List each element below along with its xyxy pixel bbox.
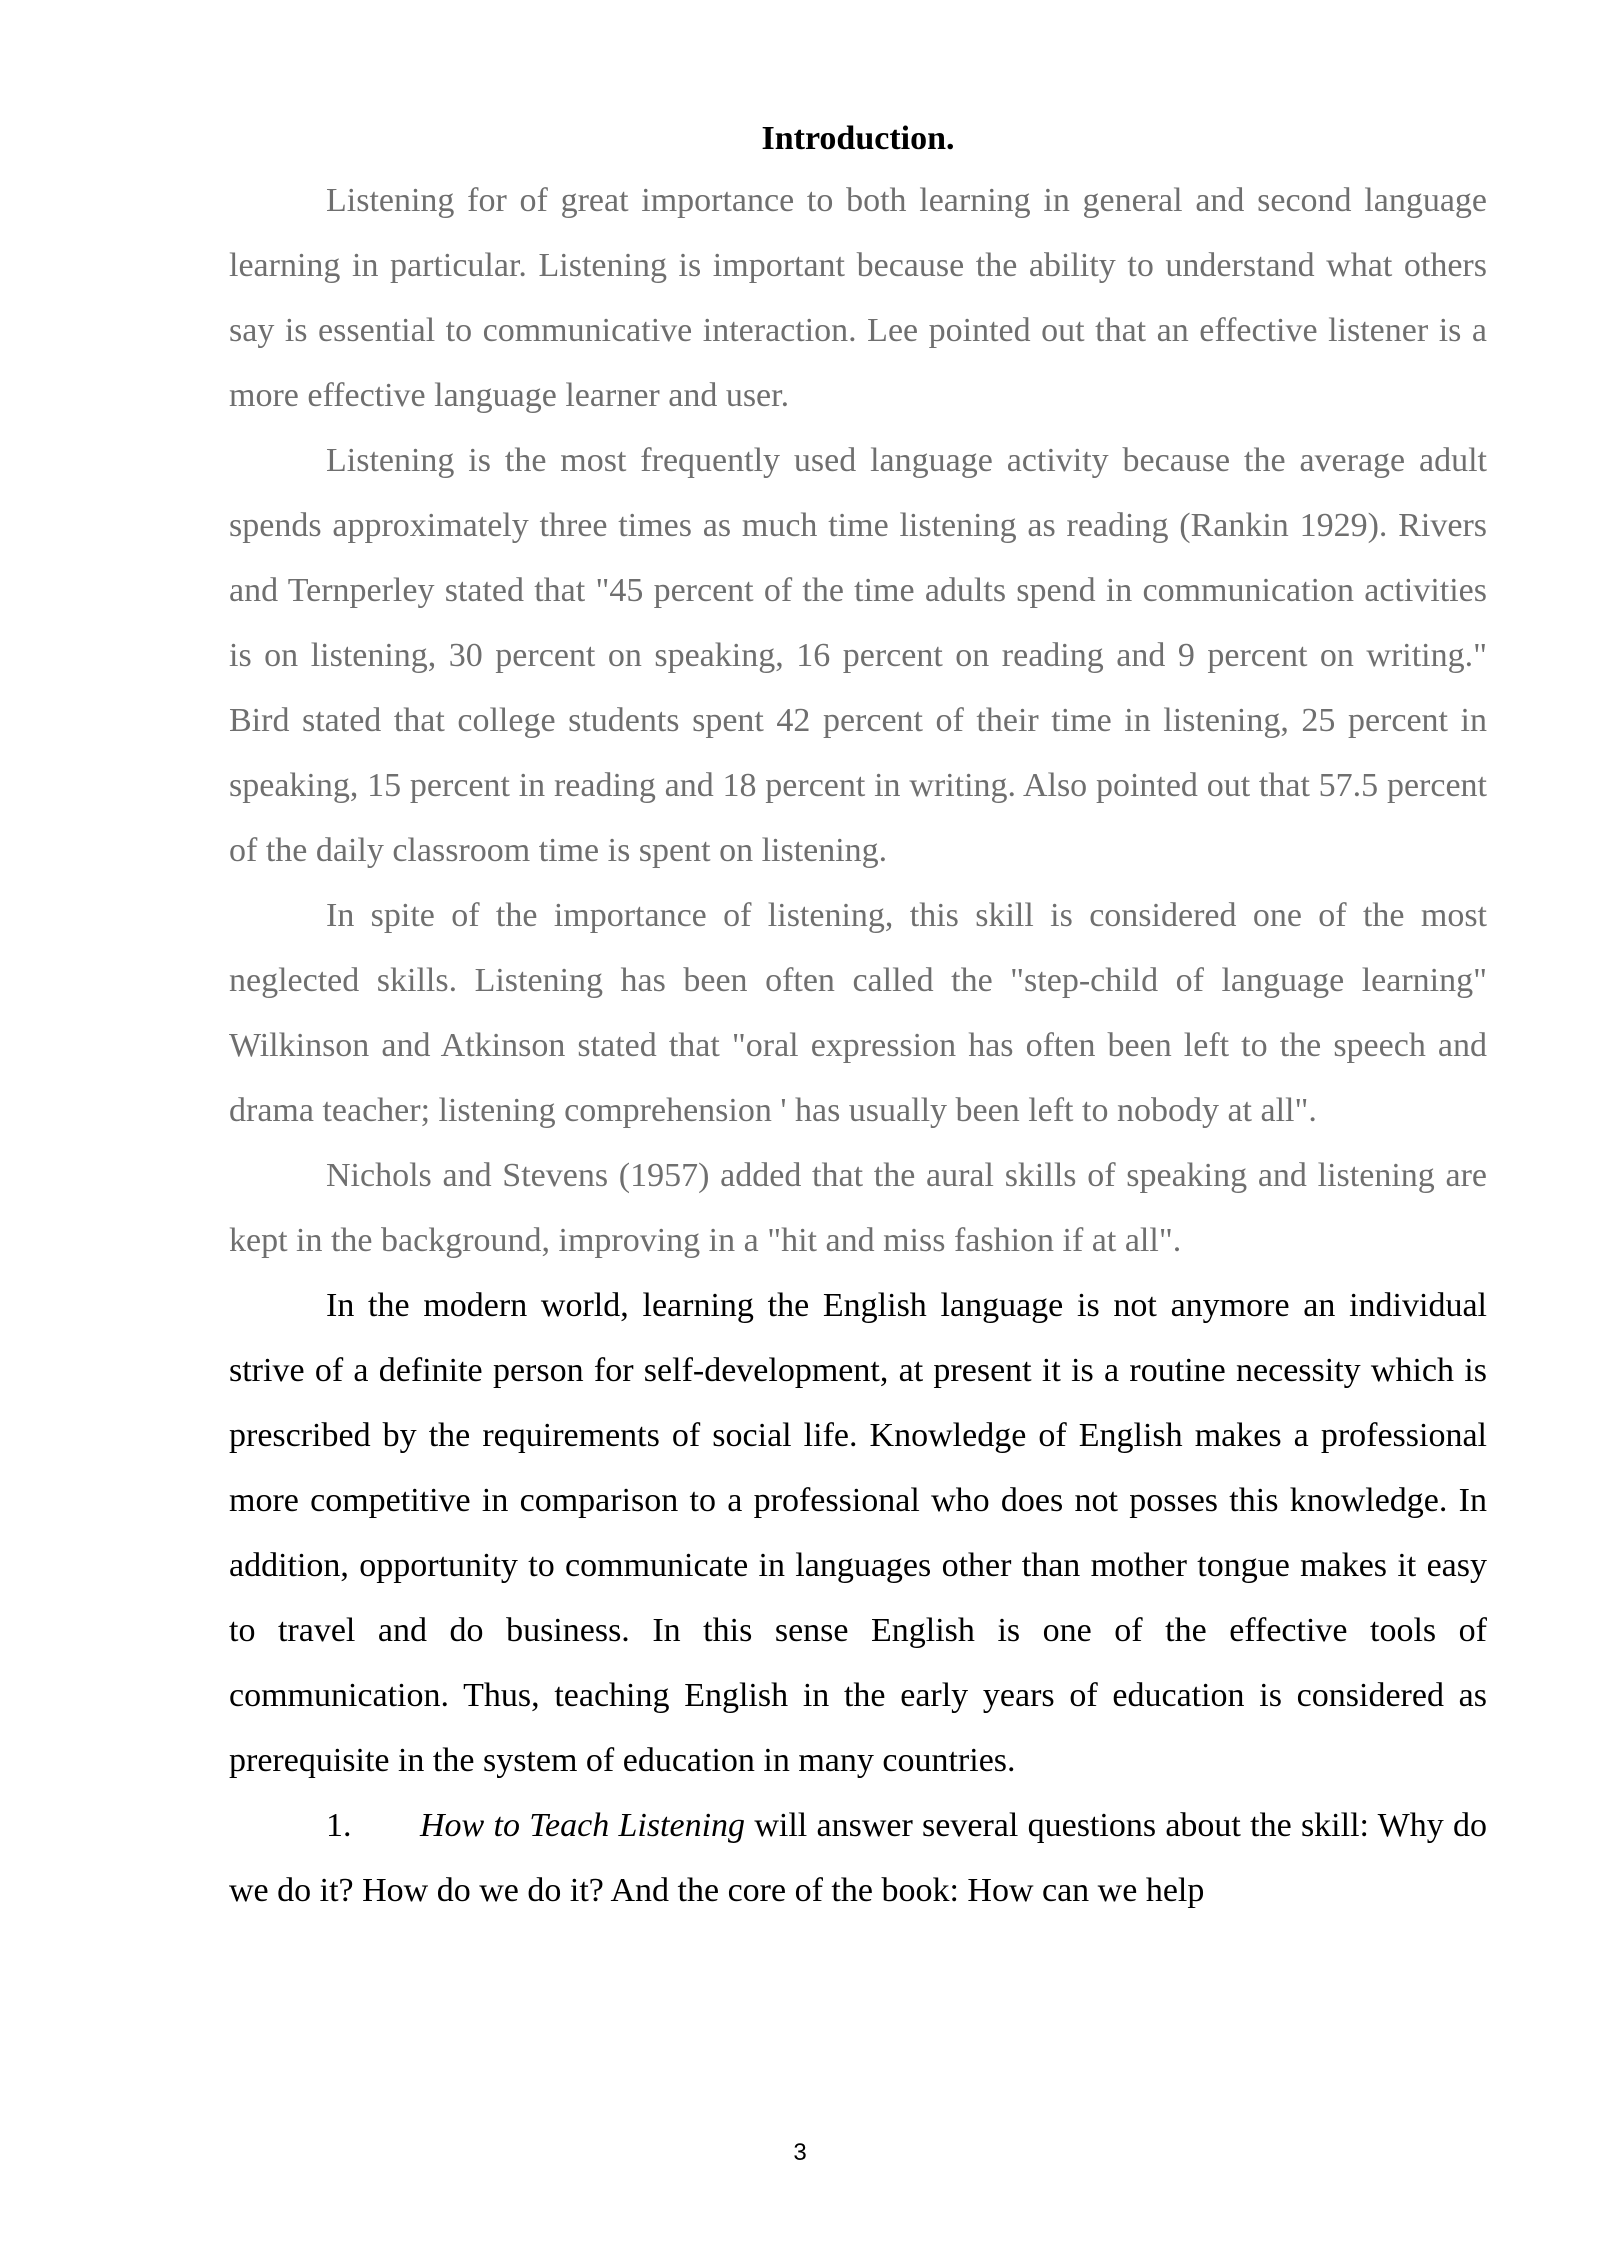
paragraph-listening-frequency: Listening is the most frequently used language activity because the average adult spends approximately three times as much time listening as reading (Rankin 1929). Rivers and Ternperley stated that "45 percent of the time adults spend in communication activities is on listening, 30 percent on speaking, 16 percent on reading and 9 percent on writing." Bird stated that college students spent 42 percent of their time in listening, 25 percent in speaking, 15 percent in reading and 18 percent in writing. Also pointed out that 57.5 percent of the daily classroom time is spent on listening. — [229, 442, 1487, 869]
paragraph-listening-importance: Listening for of great importance to both learning in general and second language learning in particular. Listening is important because the ability to understand what others say is essential to communicative interaction. Lee pointed out that an effective listener is a more effective language learner and user. — [229, 182, 1487, 414]
numbered-list-item — [229, 1793, 1487, 1923]
section-heading: Introduction. — [761, 120, 955, 157]
page-content — [229, 110, 1487, 1923]
book-title: How to Teach Listening — [420, 1807, 746, 1844]
paragraph-neglected-skill: In spite of the importance of listening, this skill is considered one of the most neglected skills. Listening has been often called the "step-child of language learning" Wilkinson and Atkinson stated that "oral expression has often been left to the speech and drama teacher; listening comprehension ' has usually been left to nobody at all". — [229, 897, 1487, 1129]
list-item-text: will answer several questions about the skill: Why do we do it? How do we do it? And the core of the book: How can we help — [229, 1807, 1487, 1909]
paragraph-modern-world: In the modern world, learning the English language is not anymore an individual strive of a definite person for self-development, at present it is a routine necessity which is prescribed by the requirements of social life. Knowledge of English makes a professional more competitive in comparison to a professional who does not posses this knowledge. In addition, opportunity to communicate in languages other than mother tongue makes it easy to travel and do business. In this sense English is one of the effective tools of communication. Thus, teaching English in the early years of education is considered as prerequisite in the system of education in many countries. — [229, 1287, 1487, 1779]
paragraph-nichols-stevens: Nichols and Stevens (1957) added that the aural skills of speaking and listening are kept in the background, improving in a "hit and miss fashion if at all". — [229, 1157, 1487, 1259]
page-number: 3 — [793, 2139, 807, 2166]
list-item-number: 1. — [326, 1807, 352, 1844]
